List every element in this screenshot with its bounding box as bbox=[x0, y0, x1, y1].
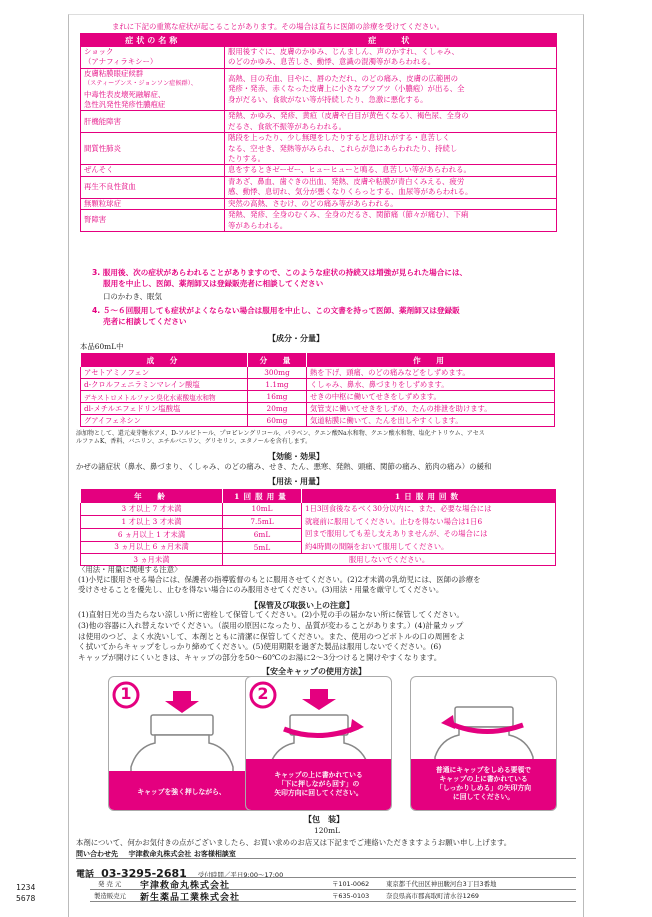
maker-address: 奈良県高市郡高取町清水谷1269 bbox=[386, 892, 479, 900]
inquiry-label: 問い合わせ先 bbox=[76, 850, 118, 858]
symptom-row bbox=[81, 111, 557, 133]
inquiry-divider bbox=[76, 858, 576, 859]
ingredient-amount: 300mg bbox=[248, 367, 307, 379]
dosage-age: 3 ヵ月未満 bbox=[81, 554, 223, 566]
dosage-header-age: 年 齢 bbox=[81, 490, 223, 503]
dosage-amount: 7.5mL bbox=[223, 515, 302, 528]
maker-postal: 〒635-0103 bbox=[332, 892, 370, 900]
inquiry-desk: 宇津救命丸株式会社 お客様相談室 bbox=[128, 850, 236, 858]
ingredients-table bbox=[80, 353, 555, 427]
note-3: 3. 服用後、次の症状があらわれることがありますので、このような症状の持続又は増強が見られた場合には、 服用を中止し、医師、薬剤師又は登録販売者に相談してください bbox=[92, 268, 468, 288]
ingredient-action: 気管支に働いてせきをしずめ、たんの排泄を助けます。 bbox=[307, 403, 555, 415]
dosage-header-frequency: 1日服用回数 bbox=[302, 490, 556, 503]
dosage-age: 6 ヵ月以上 1 才未満 bbox=[81, 528, 223, 541]
symptom-description: 階段を上ったり、少し無理をしたりすると息切れがする・息苦しく なる、空せき、発熱等がみられ、これらが急にあらわれたり、持続し たりする。 bbox=[225, 133, 557, 165]
maker-name: 新生薬品工業株式会社 bbox=[140, 893, 241, 903]
symptom-name-header: 症状の名称 bbox=[81, 34, 225, 47]
intro-line: まれに下記の重篤な症状が起こることがあります。その場合は直ちに医師の診療を受けてください。 bbox=[112, 22, 444, 31]
ingredient-header-name: 成 分 bbox=[81, 354, 248, 367]
symptom-row bbox=[81, 47, 557, 69]
maker-row bbox=[90, 890, 576, 902]
symptom-name: 肝機能障害 bbox=[81, 111, 225, 133]
cap-close-panel bbox=[410, 676, 557, 811]
symptom-desc-header: 症 状 bbox=[225, 34, 557, 47]
symptom-name: 無顆粒球症 bbox=[81, 198, 225, 209]
symptom-name: 腎障害 bbox=[81, 210, 225, 232]
symptom-row bbox=[81, 68, 557, 111]
step-1-number: 1 bbox=[120, 684, 132, 703]
symptom-description: 青あざ、鼻血、歯ぐきの出血、発熱、皮膚や粘膜が青白くみえる、疲労 感、動悸、息切れ、気分が悪くなりくらっとする、血尿等があらわれる。 bbox=[225, 176, 557, 198]
ingredient-name: デキストロメトルファン臭化水素酸塩水和物 bbox=[81, 391, 248, 403]
symptom-row bbox=[81, 176, 557, 198]
step-2-text: キャップの上に書かれている 「下に押しながら回す」の 矢印方向に回してください。 bbox=[274, 771, 363, 797]
symptom-row bbox=[81, 133, 557, 165]
symptom-name: ショック （アナフィラキシー） bbox=[81, 47, 225, 69]
ingredient-amount: 20mg bbox=[248, 403, 307, 415]
symptom-row bbox=[81, 210, 557, 232]
dosage-table bbox=[80, 489, 556, 566]
additives: 添加物として、還元麦芽糖水アメ、D-ソルビトール、プロピレングリコール、パラベン、クエン酸Na水和物、クエン酸水和物、塩化ナトリウム、アセス ルファムK、香料、バニリン、エチルバニリン、グリセリン、エタノールを含有します。 bbox=[76, 430, 485, 445]
symptom-description: 高熱、目の充血、目やに、唇のただれ、のどの痛み、皮膚の広範囲の 発疹・発赤、赤くなった皮膚上に小さなブツブツ（小膿疱）が出る、全 身がだるい、食欲がない等が持続したり、急激に悪化する。 bbox=[225, 68, 557, 111]
note-3-symptoms: 口のかわき、眠気 bbox=[103, 292, 162, 301]
symptom-description: 発熱、発疹、全身のむくみ、全身のだるさ、関節痛（節々が痛む）、下痢 等があらわれる。 bbox=[225, 210, 557, 232]
dosage-amount: 10mL bbox=[223, 503, 302, 516]
close-step-text: 普通にキャップをしめる要領で キャップの上に書かれている 「しっかりしめる」の矢印方向 に回してください。 bbox=[435, 766, 532, 801]
ingredient-amount: 60mg bbox=[248, 415, 307, 427]
symptom-description: 突然の高熱、さむけ、のどの痛み等があらわれる。 bbox=[225, 198, 557, 209]
seller-row bbox=[90, 877, 576, 890]
package-title: 【包 装】 bbox=[304, 815, 344, 824]
symptom-name: ぜんそく bbox=[81, 165, 225, 176]
print-codes: 1234 5678 bbox=[16, 883, 36, 903]
dosage-frequency: 1日3回食後なるべく30分以内に、また、必要な場合には 就寝前に服用してください。止むを得ない場合は1日6 回まで服用しても差し支えありませんが、その場合には 約4時間の間隔をおいて服用してください。 bbox=[302, 503, 556, 554]
dosage-row bbox=[81, 503, 556, 516]
step-1-text: キャップを強く押しながら、 bbox=[137, 788, 226, 796]
business-hours: 受付時間／平日9:00～17:00 bbox=[197, 871, 284, 879]
dosage-title: 【用法・用量】 bbox=[268, 477, 324, 486]
dosage-under-3-months: 服用しないでください。 bbox=[223, 554, 556, 566]
ingredient-header-amount: 分 量 bbox=[248, 354, 307, 367]
package-content: 120mL bbox=[314, 826, 341, 835]
dosage-amount: 6mL bbox=[223, 528, 302, 541]
ingredient-row bbox=[81, 403, 555, 415]
ingredient-name: アセトアミノフェン bbox=[81, 367, 248, 379]
dosage-header-dose: 1回服用量 bbox=[223, 490, 302, 503]
symptom-description: 発熱、かゆみ、発疹、黄疸（皮膚や白目が黄色くなる）、褐色尿、全身の だるさ、食欲不振等があらわれる。 bbox=[225, 111, 557, 133]
ingredient-action: 気道粘膜に働いて、たんを出しやすくします。 bbox=[307, 415, 555, 427]
ingredient-row bbox=[81, 391, 555, 403]
ingredient-action: 熱を下げ、頭痛、のどの痛みなどをしずめます。 bbox=[307, 367, 555, 379]
cap-step-2-panel bbox=[245, 676, 392, 811]
note-4: 4. ５～６回服用しても症状がよくならない場合は服用を中止し、この文書を持って医師、薬剤師又は登録販 売者に相談してください bbox=[92, 306, 460, 326]
ingredient-name: dl-メチルエフェドリン塩酸塩 bbox=[81, 403, 248, 415]
maker-role: 製造販売元 bbox=[94, 892, 126, 900]
dosage-age: 1 才以上 3 才未満 bbox=[81, 515, 223, 528]
symptom-name: 皮膚粘膜眼症候群 （スティーブンス・ジョンソン症候群）、 中毒性表皮壊死融解症、 急性汎発性発疹性膿疱症 bbox=[81, 68, 225, 111]
symptom-name: 間質性肺炎 bbox=[81, 133, 225, 165]
safety-cap-title: 【安全キャップの使用方法】 bbox=[262, 667, 366, 676]
storage-title: 【保管及び取扱い上の注意】 bbox=[250, 601, 354, 610]
dosage-age: 3 ヵ月以上 6 ヵ月未満 bbox=[81, 541, 223, 554]
symptom-description: 服用後すぐに、皮膚のかゆみ、じんましん、声のかすれ、くしゃみ、 のどのかゆみ、息苦しさ、動悸、意識の混濁等があらわれる。 bbox=[225, 47, 557, 69]
ingredient-header-action: 作 用 bbox=[307, 354, 555, 367]
symptom-name: 再生不良性貧血 bbox=[81, 176, 225, 198]
phone-number: 03-3295-2681 bbox=[101, 867, 187, 880]
ingredient-amount: 16mg bbox=[248, 391, 307, 403]
seller-postal: 〒101-0062 bbox=[332, 880, 370, 888]
seller-name: 宇津救命丸株式会社 bbox=[140, 881, 231, 891]
step-2-number: 2 bbox=[257, 684, 269, 703]
symptom-description: 息をするときゼーゼー、ヒューヒューと鳴る、息苦しい等があらわれる。 bbox=[225, 165, 557, 176]
dosage-age: 3 才以上 7 才未満 bbox=[81, 503, 223, 516]
tel-label: 電話 bbox=[76, 870, 95, 880]
symptoms-table bbox=[80, 33, 557, 232]
ingredients-basis: 本品60mL中 bbox=[80, 342, 124, 351]
ingredient-row bbox=[81, 379, 555, 391]
ingredient-amount: 1.1mg bbox=[248, 379, 307, 391]
ingredient-row bbox=[81, 415, 555, 427]
ingredient-name: グアイフェネシン bbox=[81, 415, 248, 427]
dosage-amount: 5mL bbox=[223, 541, 302, 554]
ingredient-row bbox=[81, 367, 555, 379]
ingredient-action: せきの中枢に働いてせきをしずめます。 bbox=[307, 391, 555, 403]
seller-address: 東京都千代田区神田駿河台3丁目3番地 bbox=[386, 880, 497, 888]
symptom-row bbox=[81, 198, 557, 209]
efficacy-title: 【効能・効果】 bbox=[268, 452, 324, 461]
usage-notes-title: 〈用法・用量に関連する注意〉 bbox=[78, 565, 182, 574]
usage-notes: (1)小児に服用させる場合には、保護者の指導監督のもとに服用させてください。(2)2才未満の乳幼児には、医師の診療を 受けさせることを優先し、止むを得ない場合にのみ服用させてください。(3)用法・用量を厳守してください。 bbox=[78, 575, 481, 594]
efficacy-text: かぜの諸症状（鼻水、鼻づまり、くしゃみ、のどの痛み、せき、たん、悪寒、発熱、頭痛、関節の痛み、筋肉の痛み）の緩和 bbox=[76, 462, 492, 471]
storage-notes: (1)直射日光の当たらない涼しい所に密栓して保管してください。(2)小児の手の届かない所に保管してください。 (3)他の容器に入れ替えないでください。（誤用の原因になったり、品質が変わることがあります。）(4)計量カップ は使用のつど、よく水洗いして、本剤とともに清潔に保管してください。また、使用のつどボトルの口の周囲をよ く拭いてからキャップをしっかり締めてください。(5)使用期限を過ぎた製品は服用しないでください。(6) キャップが開けにくいときは、キャップの部分を50～60℃のお湯に2～3分つけると開けやすくなります。 bbox=[78, 610, 466, 663]
ingredient-action: くしゃみ、鼻水、鼻づまりをしずめます。 bbox=[307, 379, 555, 391]
cap-step-1-panel bbox=[108, 676, 255, 811]
seller-role: 発 売 元 bbox=[98, 880, 122, 888]
ingredient-name: d-クロルフェニラミンマレイン酸塩 bbox=[81, 379, 248, 391]
ingredients-title: 【成分・分量】 bbox=[268, 334, 324, 343]
symptom-row bbox=[81, 165, 557, 176]
inquiry-lead: 本剤について、何かお気付きの点がございましたら、お買い求めのお店又は下記までご連絡いただきますようお願い申し上げます。 bbox=[76, 838, 512, 847]
